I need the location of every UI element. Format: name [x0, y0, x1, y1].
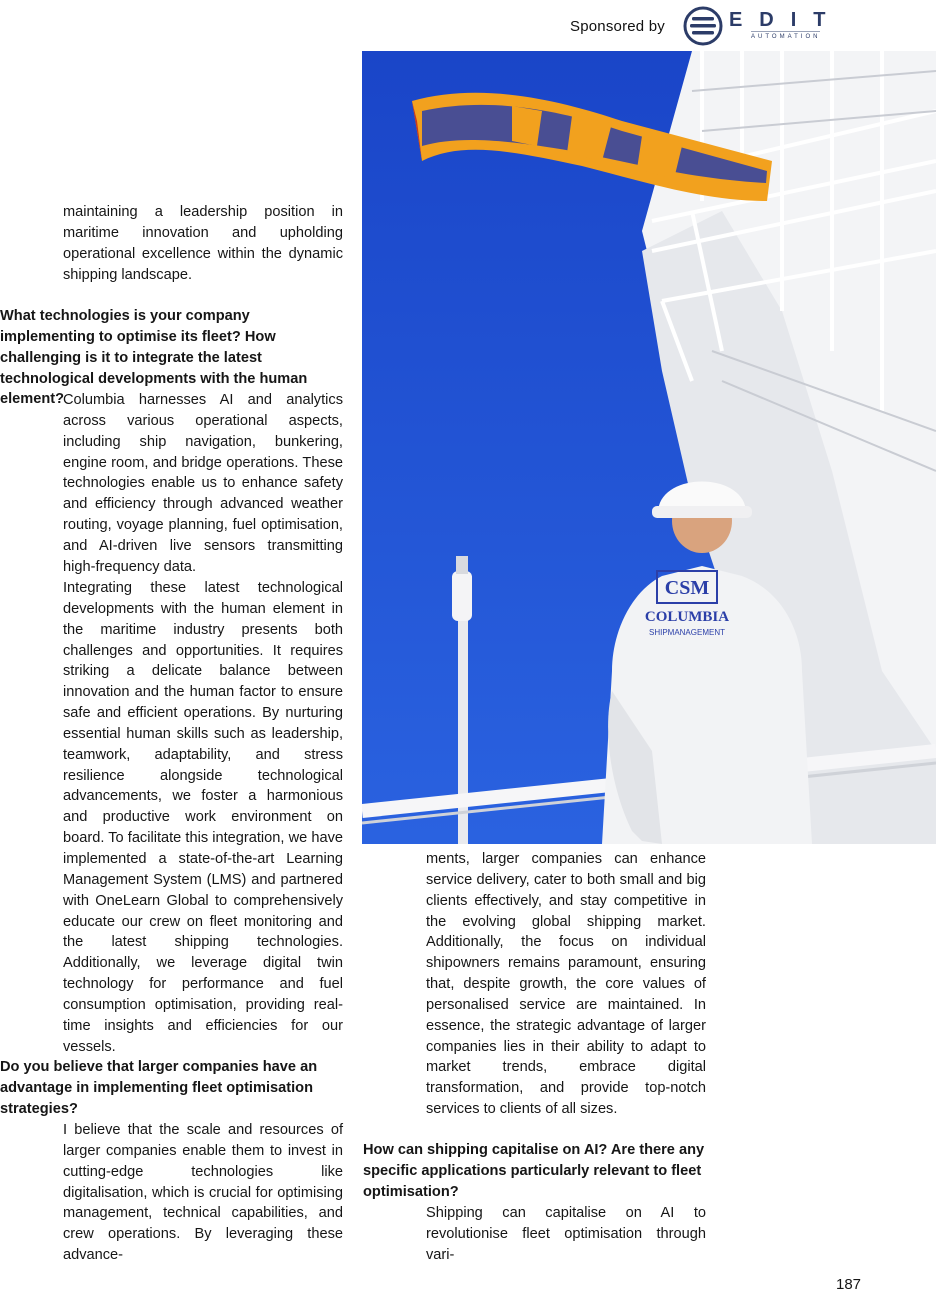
intro-paragraph: maintaining a leadership position in maritime innovation and upholding operational excellence within the dynamic shipping landscape. — [63, 204, 343, 283]
sponsor-banner — [570, 6, 843, 46]
badge-shipmanagement: SHIPMANAGEMENT — [648, 628, 726, 637]
logo-subtitle: AUTOMATION — [751, 31, 820, 42]
answer-2-left: I believe that the scale and resources of larger companies enable them to invest in cutting-edge technologies like digitalisation, which is crucial for optimising management, technical capabilities, and crew operations. By leveraging these advance- — [63, 1122, 343, 1264]
ship-crew-photo — [362, 51, 936, 844]
question-3: How can shipping capitalise on AI? Are there any specific applications particularly relevant to fleet optimisation? — [363, 1142, 705, 1200]
badge-columbia: COLUMBIA — [644, 609, 730, 625]
logo-name: EDIT — [728, 9, 843, 31]
edit-automation-logo — [683, 6, 843, 46]
answer-3: Shipping can capitalise on AI to revolutionise fleet optimisation through vari- — [426, 1205, 706, 1263]
question-2: Do you believe that larger companies have an advantage in implementing fleet optimisation strategies? — [0, 1059, 318, 1117]
article-photo — [362, 51, 936, 844]
answer-1-paragraph-2: Integrating these latest technological developments with the human element in the maritime industry presents both challenges and opportunities. It requires striking a delicate balance between innovation and the human factor to ensure safe and efficient operations. By nurturing essential human skills such as leadership, teamwork, adaptability, and stress resilience alongside technological advancements, we foster a harmonious and productive work environment on board. To facilitate this integration, we have implemented a state-of-the-art Learning Management System (LMS) and partnered with OneLearn Global to comprehensively educate our crew on fleet monitoring and the latest shipping technologies. Additionally, we leverage digital twin technology for performance and fuel consumption optimisation, providing real-time insights and efficiencies for our vessels. — [63, 580, 343, 1055]
question-1: What technologies is your company implementing to optimise its fleet? How challenging is it to integrate the latest technological developments with the human element? — [0, 308, 308, 408]
answer-2-right: ments, larger companies can enhance service delivery, cater to both small and big clients effectively, and stay competitive in the evolving global shipping market. Additionally, the focus on individual shipowners remains paramount, ensuring that, despite growth, the core values of personalised service are maintained. In essence, the strategic advantage of larger companies lies in their ability to adapt to market trends, embrace digital transformation, and provide top-notch services to clients of all sizes. — [426, 851, 706, 1118]
edit-logo-icon — [683, 6, 723, 46]
csm-badge: CSM — [664, 577, 710, 599]
answer-1-paragraph-1: Columbia harnesses AI and analytics across various operational aspects, including ship navigation, bunkering, engine room, and bridge operations. These technologies enable us to enhance safety and efficiency through advanced weather routing, voyage planning, fuel optimisation, and AI-driven live sensors transmitting high-frequency data. — [63, 392, 343, 575]
sponsor-label: Sponsored by — [570, 17, 665, 35]
page-number: 187 — [836, 1276, 862, 1293]
